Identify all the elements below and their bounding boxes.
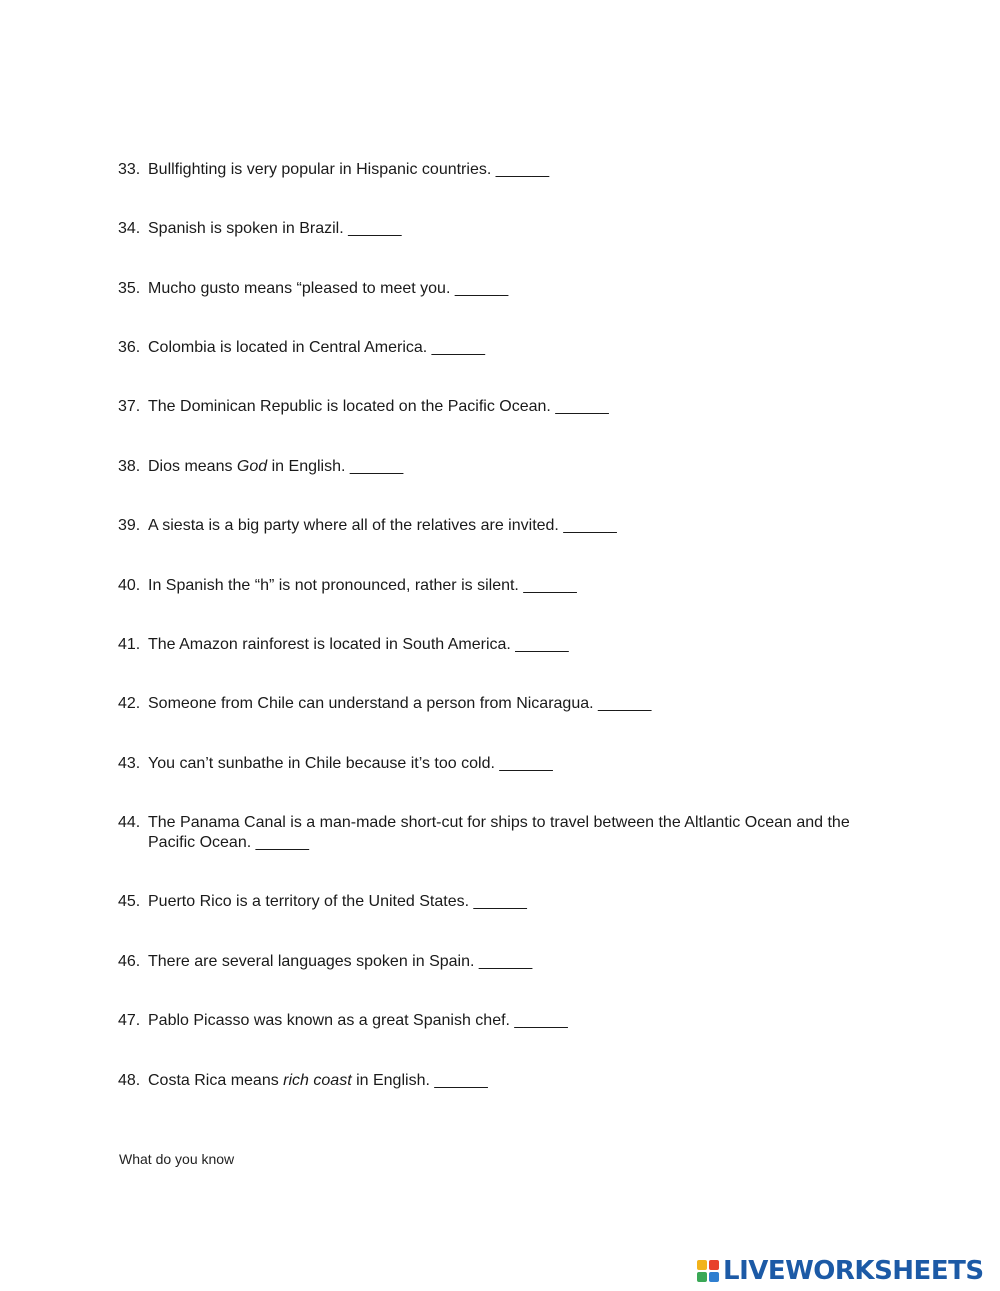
question-36 [118,338,485,358]
logo-square-blue [709,1272,719,1282]
question-text-pre: Dios means [148,458,237,475]
question-text: The Amazon rainforest is located in South America. ______ [148,636,569,653]
question-text: There are several languages spoken in Spain. ______ [148,953,533,970]
question-number: 37. [118,398,141,415]
question-number: 42. [118,695,141,712]
question-48 [118,1071,488,1091]
liveworksheets-logo [697,1254,984,1288]
question-47 [118,1011,568,1031]
question-number: 40. [118,577,141,594]
question-text: Pablo Picasso was known as a great Spanish chef. ______ [148,1012,568,1029]
question-42 [118,694,651,714]
question-text: A siesta is a big party where all of the relatives are invited. ______ [148,517,617,534]
logo-square-red [709,1260,719,1270]
question-text-pre: Costa Rica means [148,1072,284,1089]
question-text: In Spanish the “h” is not pronounced, rather is silent. ______ [148,577,577,594]
question-number: 39. [118,517,141,534]
question-43 [118,754,553,774]
question-44 [118,813,850,853]
logo-square-yellow [697,1260,707,1270]
question-number: 47. [118,1012,141,1029]
question-number: 48. [118,1072,141,1089]
question-text-line1: The Panama Canal is a man-made short-cut for ships to travel between the Altlantic Ocean and the [148,814,850,831]
question-text-emphasis: rich coast [283,1072,352,1089]
question-text: Puerto Rico is a territory of the United States. ______ [148,893,527,910]
question-text-post: in English. ______ [267,458,404,475]
question-number: 45. [118,893,141,910]
question-number: 35. [118,280,141,297]
question-41 [118,635,569,655]
question-33 [118,160,549,180]
question-text-emphasis: God [236,458,268,475]
question-number: 33. [118,161,141,178]
page-footer: What do you know [119,1151,235,1167]
question-34 [118,219,402,239]
question-number: 41. [118,636,141,653]
liveworksheets-logo-icon [697,1260,719,1282]
question-46 [118,952,532,972]
question-number: 46. [118,953,141,970]
question-number: 38. [118,458,141,475]
question-text-post: in English. ______ [351,1072,488,1089]
question-35 [118,279,508,299]
question-text: The Dominican Republic is located on the Pacific Ocean. ______ [148,398,609,415]
question-number: 43. [118,755,141,772]
question-text: Bullfighting is very popular in Hispanic countries. ______ [148,161,550,178]
question-text: Spanish is spoken in Brazil. ______ [148,220,402,237]
question-text-line2: Pacific Ocean. ______ [148,834,309,851]
question-number: 36. [118,339,141,356]
question-45 [118,892,527,912]
liveworksheets-logo-text: LIVEWORKSHEETS [723,1256,984,1286]
question-40 [118,576,577,596]
logo-square-green [697,1272,707,1282]
question-number: 34. [118,220,141,237]
question-text: You can’t sunbathe in Chile because it’s too cold. ______ [148,755,553,772]
question-37 [118,397,609,417]
question-39 [118,516,617,536]
question-38 [118,457,403,477]
question-number: 44. [118,814,141,831]
question-text: Colombia is located in Central America. ______ [148,339,486,356]
question-text: Someone from Chile can understand a person from Nicaragua. ______ [148,695,652,712]
question-text: Mucho gusto means “pleased to meet you. ______ [148,280,509,297]
